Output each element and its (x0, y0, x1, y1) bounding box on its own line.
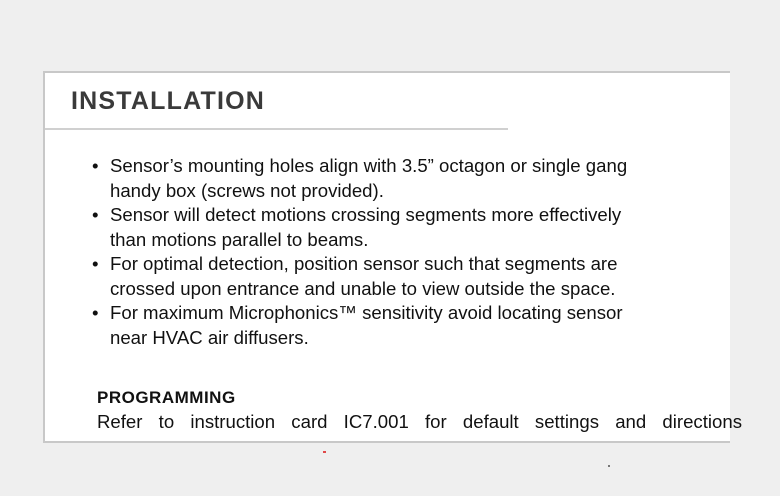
installation-panel (43, 71, 742, 443)
heading-divider (45, 128, 508, 130)
bullet-icon: • (92, 204, 99, 225)
list-item-line: than motions parallel to beams. (110, 228, 369, 250)
list-item-line: For maximum Microphonics™ sensitivity avoid locating sensor (110, 302, 623, 323)
installation-heading: INSTALLATION (71, 87, 266, 115)
programming-heading: PROGRAMMING (97, 388, 236, 407)
list-item-line: crossed upon entrance and unable to view outside the space. (110, 277, 616, 299)
list-item (92, 203, 692, 252)
stray-dot (608, 465, 610, 467)
list-item-line: Sensor’s mounting holes align with 3.5” octagon or single gang (110, 155, 628, 176)
bullet-icon: • (92, 302, 99, 323)
list-item-line: near HVAC air diffusers. (110, 326, 309, 348)
list-item (92, 252, 692, 301)
programming-text: Refer to instruction card IC7.001 for default settings and directions (97, 411, 742, 432)
list-item (92, 301, 692, 350)
bullet-icon: • (92, 253, 99, 274)
installation-list (92, 154, 692, 350)
list-item-line: For optimal detection, position sensor such that segments are (110, 253, 618, 274)
bullet-icon: • (92, 155, 99, 176)
stray-mark (323, 451, 326, 453)
list-item-line: Sensor will detect motions crossing segments more effectively (110, 204, 622, 225)
list-item-line: handy box (screws not provided). (110, 179, 384, 201)
list-item (92, 154, 692, 203)
